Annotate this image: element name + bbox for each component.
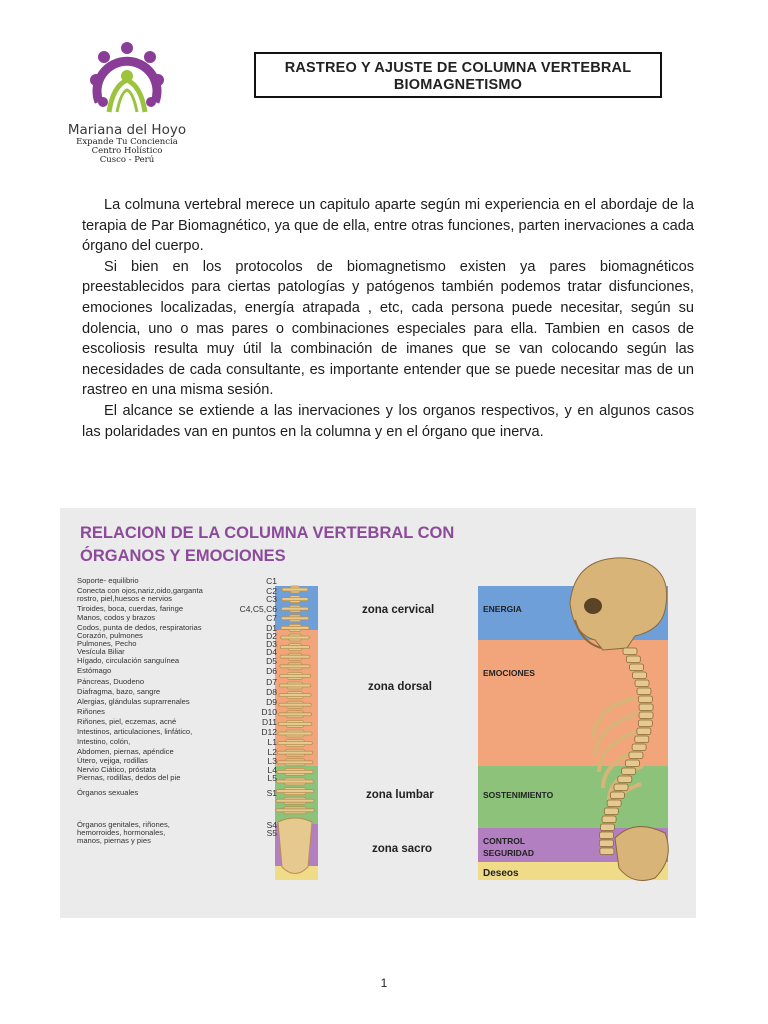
vertebra-process [282, 598, 309, 601]
vertebra-process [278, 742, 313, 745]
vertebra-side [635, 736, 649, 743]
vertebra-label-row [77, 697, 277, 706]
vertebra-label-row [77, 737, 277, 746]
vertebra-label-text: Tiroides, boca, cuerdas, faringe [77, 604, 184, 613]
vertebra-code: L1 [267, 737, 277, 746]
vertebra-side [600, 848, 614, 855]
vertebra-process [278, 732, 312, 735]
vertebra-label-text: Estómago [77, 666, 112, 675]
body-text [82, 195, 694, 442]
vertebra-code: S1 [266, 788, 277, 797]
vertebra-side [610, 792, 624, 799]
figure-title-line-1: RELACION DE LA COLUMNA VERTEBRAL CON [80, 524, 455, 542]
vertebra-process [276, 799, 314, 802]
vertebra-label-text: hemorroides, hormonales, [77, 828, 166, 837]
vertebra-label-row [77, 594, 277, 603]
vertebra-label-text: Corazón, pulmones [77, 631, 143, 640]
vertebra-label-row [77, 677, 277, 686]
vertebra-process [279, 694, 311, 697]
vertebra-label-text: Diafragma, bazo, sangre [77, 687, 161, 696]
vertebra-process [280, 646, 309, 649]
vertebra-side [604, 808, 618, 815]
vertebra-side [599, 840, 613, 847]
logo-center: Centro Holístico [91, 146, 163, 156]
vertebra-label-text: Órganos sexuales [77, 788, 139, 797]
vertebra-label-text: Intestinos, articulaciones, linfático, [77, 727, 193, 736]
vertebra-code: D6 [266, 666, 277, 675]
vertebra-label-text: Hígado, circulación sanguínea [77, 656, 180, 665]
vertebra-process [281, 626, 309, 629]
logo-brand-name: Mariana del Hoyo [67, 122, 187, 138]
vertebra-process [281, 617, 309, 620]
vertebra-side [614, 784, 628, 791]
vertebra-code: D11 [262, 717, 277, 726]
vertebra-process [280, 674, 311, 677]
vertebra-code: L4 [267, 765, 277, 774]
vertebra-label-text: rostro, piel,huesos e nervios [77, 594, 172, 603]
vertebra-label-text: Manos, codos y brazos [77, 613, 156, 622]
vertebra-process [281, 607, 308, 610]
vertebra-process [277, 780, 314, 783]
vertebra-label-text: Alergias, glándulas suprarrenales [77, 697, 190, 706]
sacrum-shape [278, 818, 312, 874]
vertebra-side [639, 712, 653, 719]
vertebra-side [625, 760, 639, 767]
vertebra-code: C4,C5,C6 [239, 604, 277, 613]
figure-title [80, 522, 500, 568]
vertebra-label-row [77, 717, 277, 726]
vertebra-code: D10 [261, 707, 277, 716]
vertebra-label-row [77, 707, 277, 716]
right-label-sostenimiento: SOSTENIMIENTO [483, 790, 554, 800]
vertebra-label-text: Piernas, rodillas, dedos del pie [77, 773, 181, 782]
zone-dorsal-label: zona dorsal [368, 681, 432, 693]
vertebra-code: D1 [266, 623, 277, 632]
vertebra-side [635, 680, 649, 687]
vertebra-side [638, 720, 652, 727]
vertebra-side [632, 672, 646, 679]
vertebra-label-row [77, 613, 277, 622]
title-line-1: RASTREO Y AJUSTE DE COLUMNA VERTEBRAL [284, 60, 632, 76]
vertebra-code: C3 [266, 594, 277, 603]
vertebra-code: D4 [266, 647, 277, 656]
vertebra-code: D8 [266, 687, 277, 696]
vertebra-code: C1 [266, 576, 277, 585]
vertebra-label-text: Riñones [77, 707, 105, 716]
vertebra-label-text: Riñones, piel, eczemas, acné [77, 717, 177, 726]
logo-tagline: Expande Tu Conciencia [76, 137, 178, 147]
vertebra-side [630, 664, 644, 671]
vertebra-side [629, 752, 643, 759]
vertebra-process [277, 770, 313, 773]
right-label-control: CONTROL [483, 836, 526, 846]
vertebra-side [638, 696, 652, 703]
lotus-gear-logo-icon [87, 40, 167, 120]
vertebra-side [632, 744, 646, 751]
paragraph-2: Si bien en los protocolos de biomagnetismo existen ya pares biomagnéticos preestablecidos para ciertas patologías y patógenos también podemos tratar disfunciones, emociones localizadas, energía atrapada , etc, cada persona puede necesitar, según su dolencia, uno o mas pares o combinaciones especiales para ella. Tambien en casos de escoliosis resulta muy útil la combinación de imanes que se van colocando según las necesidades de cada consultante, es importante entender que se puede necesitar mas de un rastreo en una misma sesión. [82, 258, 694, 399]
vertebra-process [277, 761, 313, 764]
vertebra-process [279, 684, 311, 687]
vertebra-side [600, 832, 614, 839]
vertebra-code: S5 [266, 828, 277, 837]
vertebra-label-row [77, 747, 277, 756]
vertebra-code: L2 [267, 747, 277, 756]
page-number: 1 [380, 976, 388, 990]
zone-sacro-label: zona sacro [372, 843, 433, 855]
logo [52, 40, 202, 170]
vertebra-process [280, 655, 310, 658]
vertebra-side [607, 800, 621, 807]
vertebra-label-row [77, 773, 277, 782]
vertebra-process [281, 636, 310, 639]
vertebra-label-text: Vesícula Biliar [77, 647, 125, 656]
skeleton-side-illustration [515, 548, 685, 898]
vertebra-label-text: Páncreas, Duodeno [77, 677, 145, 686]
vertebra-label-text: Abdomen, piernas, apéndice [77, 747, 174, 756]
vertebra-code: D2 [266, 631, 277, 640]
vertebra-label-row [77, 836, 277, 845]
vertebra-label-text: Codos, punta de dedos, respiratorias [77, 623, 202, 632]
vertebra-process [280, 665, 310, 668]
vertebra-label-row [77, 756, 277, 765]
right-label-seguridad: SEGURIDAD [483, 848, 535, 858]
vertebra-code: D5 [266, 656, 277, 665]
vertebra-process [278, 722, 312, 725]
vertebra-process [276, 790, 314, 793]
vertebra-side [618, 776, 632, 783]
paragraph-3: El alcance se extiende a las inervaciones y los organos respectivos, y en algunos casos las polaridades van en puntos en la columna y en el órgano que inerva. [82, 402, 694, 440]
vertebra-code: C2 [266, 586, 277, 595]
zone-cervical-label: zona cervical [362, 604, 435, 616]
vertebra-process [276, 809, 315, 812]
vertebra-side [639, 704, 653, 711]
title-line-2: BIOMAGNETISMO [393, 77, 523, 93]
vertebra-code: D7 [266, 677, 277, 686]
vertebra-process [277, 751, 312, 754]
vertebra-side [637, 728, 651, 735]
vertebra-label-text: Intestino, colón, [77, 737, 131, 746]
vertebra-process [279, 703, 312, 706]
zone-lumbar-label: zona lumbar [366, 789, 434, 801]
vertebra-label-text: Útero, vejiga, rodillas [77, 756, 148, 765]
vertebra-label-row [77, 788, 277, 797]
vertebra-process [278, 713, 311, 716]
right-label-deseos: Deseos [483, 868, 519, 879]
vertebra-code: C7 [266, 613, 277, 622]
vertebra-side [637, 688, 651, 695]
vertebra-label-row [77, 604, 277, 613]
vertebra-label-text: Conecta con ojos,nariz,oido,garganta [77, 586, 203, 595]
vertebra-label-row [77, 647, 277, 656]
vertebra-code: D12 [261, 727, 277, 736]
vertebra-label-text: Órganos genitales, riñones, [77, 820, 170, 829]
vertebra-label-row [77, 656, 277, 665]
vertebra-label-text: Pulmones, Pecho [77, 639, 137, 648]
vertebra-process [282, 588, 308, 591]
vertebra-side [602, 816, 616, 823]
vertebra-label-text: Nervio Ciático, próstata [77, 765, 156, 774]
vertebra-side [623, 648, 637, 655]
document-title [254, 52, 662, 98]
figure-title-line-2: ÓRGANOS Y EMOCIONES [80, 547, 286, 565]
vertebra-label-text: manos, piernas y pies [77, 836, 151, 845]
spine-organs-figure [60, 508, 696, 918]
vertebra-code: D9 [266, 697, 277, 706]
vertebra-label-row [77, 727, 277, 736]
vertebra-label-row [77, 666, 277, 675]
vertebra-label-text: Soporte- equilibrio [77, 576, 139, 585]
vertebra-side [600, 824, 614, 831]
vertebra-code: L5 [267, 773, 277, 782]
vertebra-code: S4 [266, 820, 277, 829]
right-label-emociones: EMOCIONES [483, 668, 535, 678]
vertebra-code: D3 [266, 639, 277, 648]
vertebra-side [626, 656, 640, 663]
logo-location: Cusco - Perú [99, 155, 155, 165]
vertebra-code: L3 [267, 756, 277, 765]
right-label-energia: ENERGIA [483, 604, 522, 614]
vertebra-label-row [77, 576, 277, 585]
vertebra-label-row [77, 687, 277, 696]
vertebra-side [622, 768, 636, 775]
paragraph-1: La colmuna vertebral merece un capitulo aparte según mi experiencia en el abordaje de la terapia de Par Biomagnético, ya que de ella, entre otras funciones, parten inervaciones a cada órgano del cuerpo. [82, 197, 694, 255]
